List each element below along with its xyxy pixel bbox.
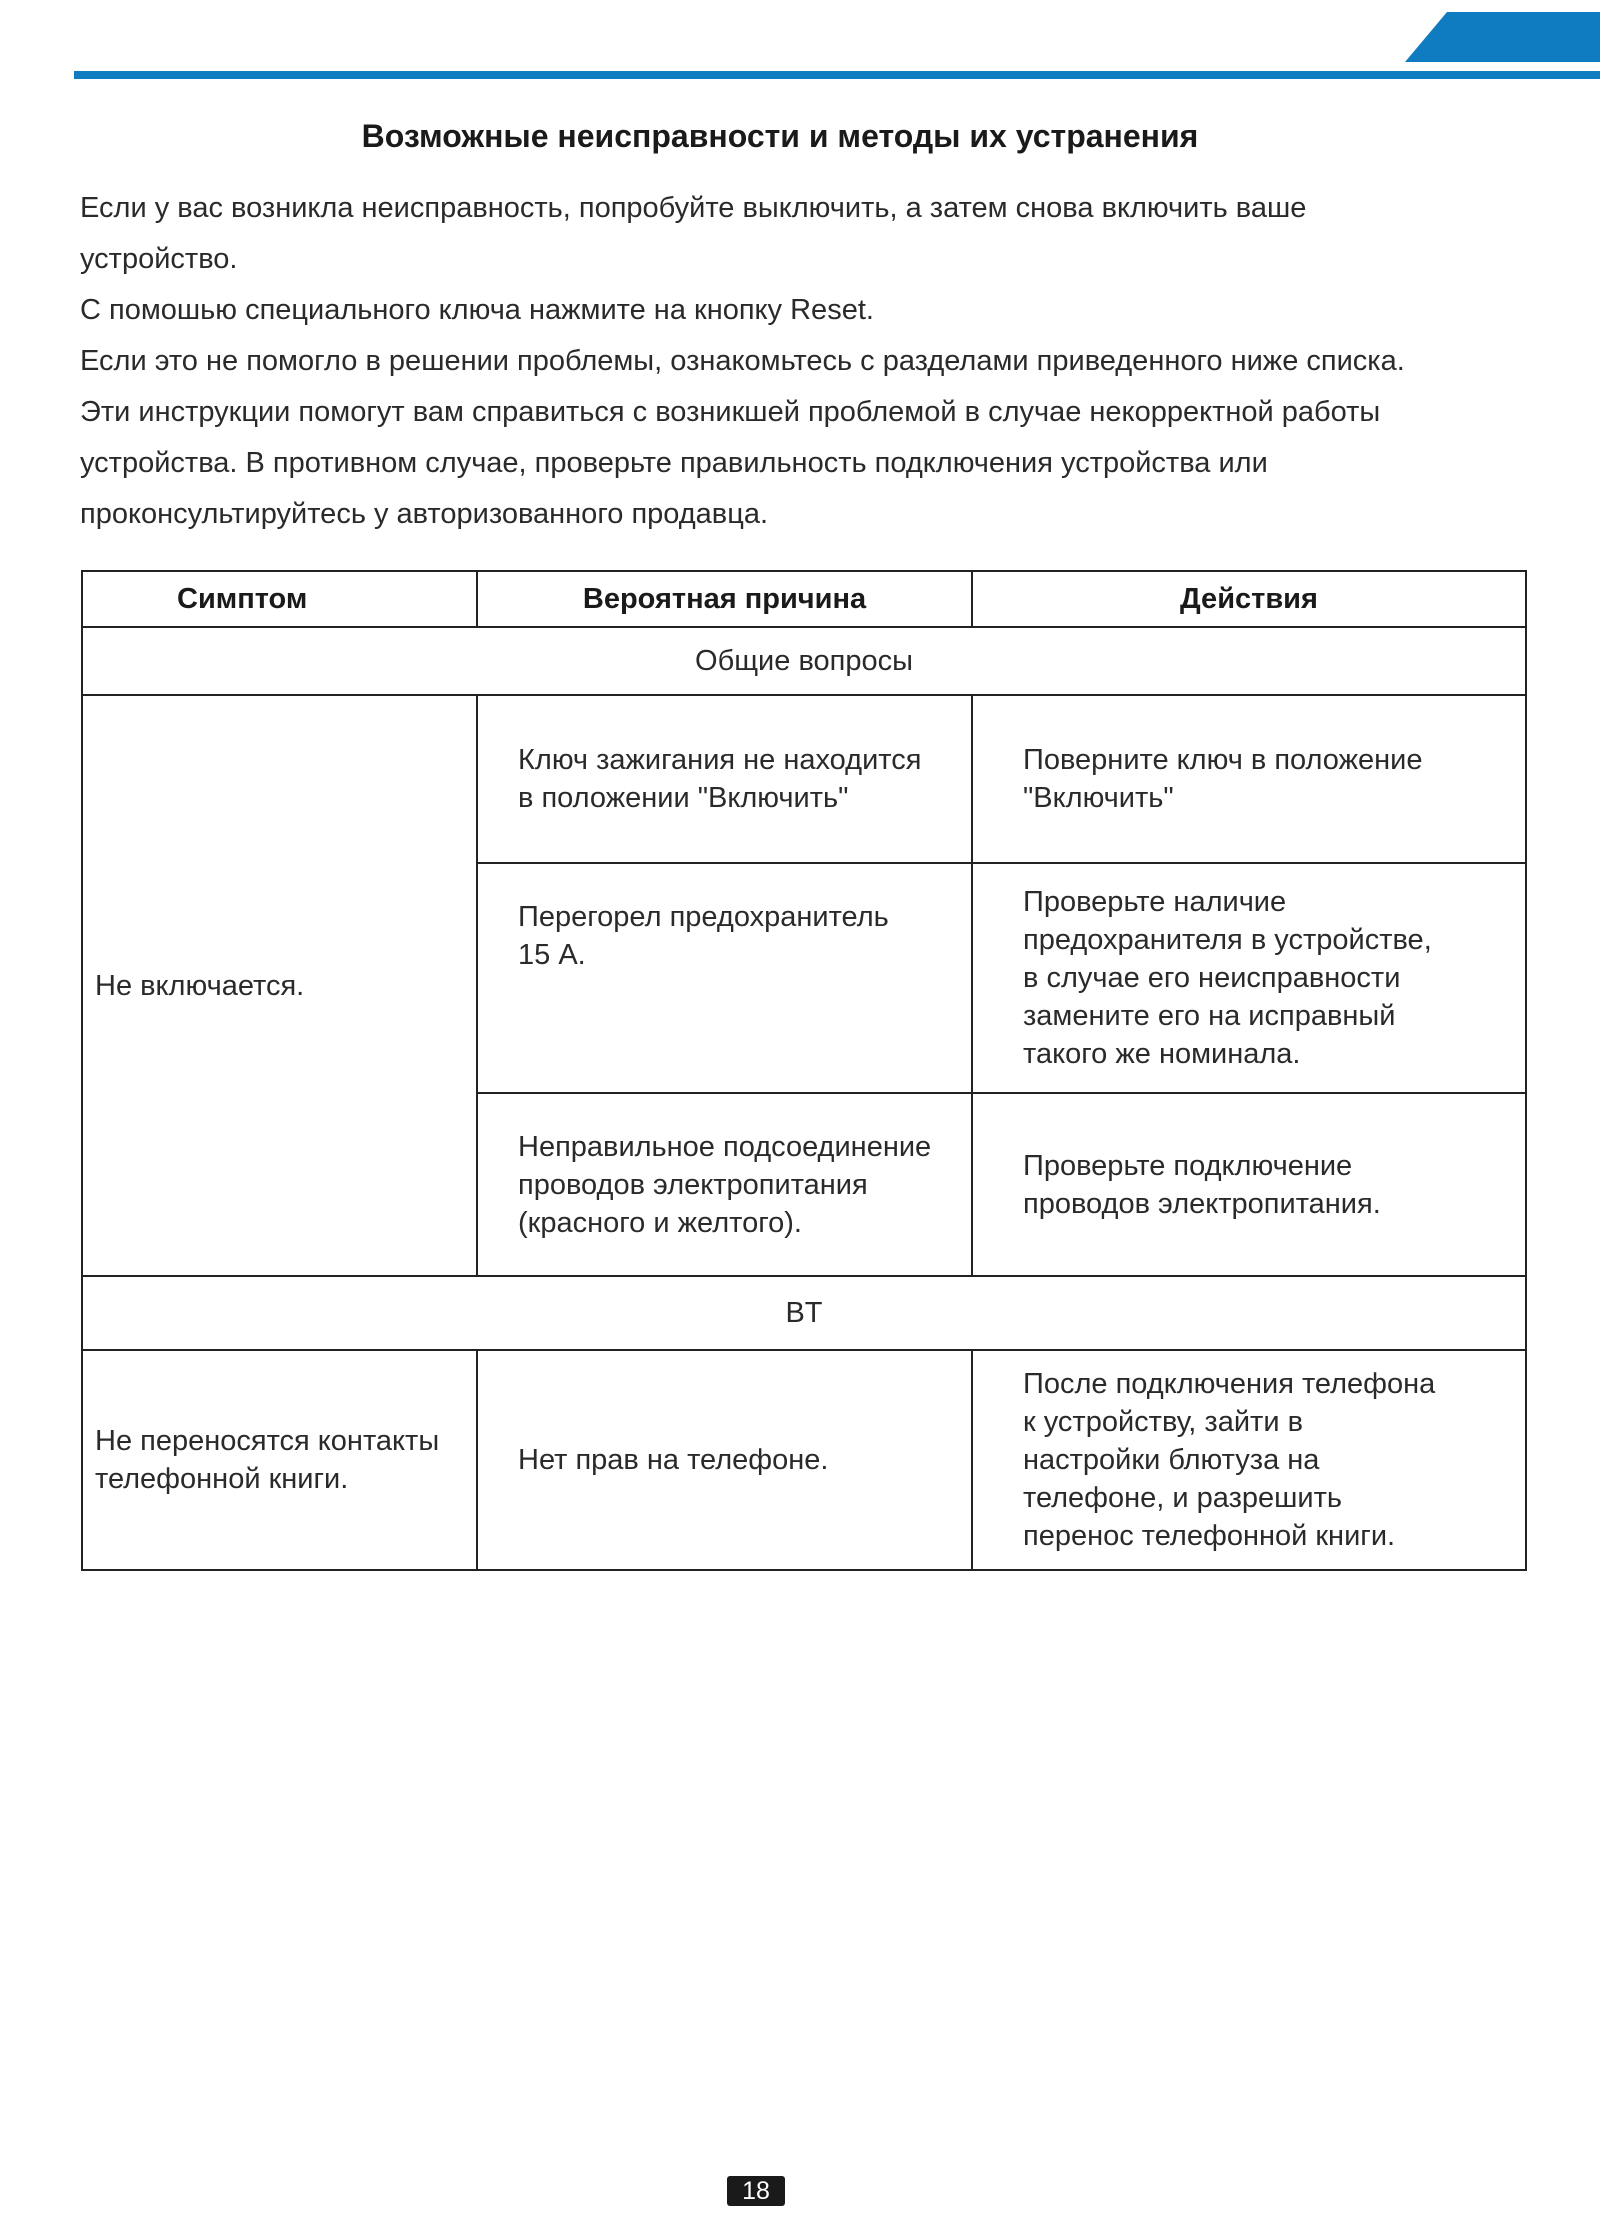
action-cell bbox=[972, 695, 1526, 863]
cause-cell bbox=[477, 863, 972, 1093]
action-line: проводов электропитания. bbox=[1023, 1187, 1381, 1220]
action-line: После подключения телефона bbox=[1023, 1368, 1436, 1400]
cause-line: проводов электропитания bbox=[518, 1168, 868, 1201]
action-line: в случае его неисправности bbox=[1023, 962, 1401, 994]
header-cause: Вероятная причина bbox=[477, 571, 972, 627]
cause-line: Неправильное подсоединение bbox=[518, 1130, 932, 1163]
cause-line: Перегорел предохранитель bbox=[518, 901, 889, 933]
header-symptom: Симптом bbox=[82, 571, 477, 627]
action-line: телефоне, и разрешить bbox=[1023, 1482, 1343, 1514]
action-line: замените его на исправный bbox=[1023, 1000, 1396, 1032]
intro-line: Если у вас возникла неисправность, попробуйте выключить, а затем снова включить ваше bbox=[80, 192, 1307, 224]
action-line: предохранителя в устройстве, bbox=[1023, 924, 1432, 956]
action-line: перенос телефонной книги. bbox=[1023, 1520, 1396, 1552]
section-title-general: Общие вопросы bbox=[82, 627, 1526, 695]
action-line: "Включить" bbox=[1023, 782, 1174, 814]
intro-line: устройство. bbox=[80, 243, 238, 275]
intro-line: Эти инструкции помогут вам справиться с возникшей проблемой в случае некорректной работы bbox=[80, 396, 1381, 428]
cause-cell bbox=[477, 1093, 972, 1276]
header-action: Действия bbox=[972, 571, 1526, 627]
action-cell bbox=[972, 1093, 1526, 1276]
section-row-bt bbox=[82, 1276, 1526, 1350]
action-line: Проверьте наличие bbox=[1023, 886, 1287, 918]
cause-line: Ключ зажигания не находится bbox=[518, 744, 922, 776]
page-number: 18 bbox=[727, 2176, 785, 2206]
section-row-general bbox=[82, 627, 1526, 695]
cause-line: Нет прав на телефоне. bbox=[518, 1444, 829, 1476]
symptom-line: телефонной книги. bbox=[95, 1463, 349, 1495]
action-line: к устройству, зайти в bbox=[1023, 1406, 1303, 1438]
symptom-line: Не переносятся контакты bbox=[95, 1425, 440, 1457]
table-row bbox=[82, 695, 1526, 863]
cause-cell bbox=[477, 1350, 972, 1570]
header-rule bbox=[74, 71, 1600, 79]
intro-line: устройства. В противном случае, проверьте правильность подключения устройства или bbox=[80, 447, 1268, 479]
troubleshooting-table bbox=[81, 570, 1527, 1571]
intro-text bbox=[80, 183, 1520, 540]
action-line: Проверьте подключение bbox=[1023, 1149, 1353, 1182]
table-row bbox=[82, 1350, 1526, 1570]
cause-line: в положении "Включить" bbox=[518, 782, 849, 814]
intro-line: проконсультируйтесь у авторизованного продавца. bbox=[80, 498, 769, 530]
intro-line: С помошью специального ключа нажмите на кнопку Reset. bbox=[80, 294, 874, 326]
cause-line: 15 А. bbox=[518, 939, 586, 971]
intro-line: Если это не помогло в решении проблемы, ознакомьтесь с разделами приведенного ниже списка. bbox=[80, 345, 1405, 377]
section-title-bt: BT bbox=[82, 1276, 1526, 1350]
action-cell bbox=[972, 863, 1526, 1093]
page-title: Возможные неисправности и методы их устранения bbox=[361, 118, 1199, 154]
cause-cell bbox=[477, 695, 972, 863]
action-line: Поверните ключ в положение bbox=[1023, 744, 1423, 776]
symptom-cell: Не включается. bbox=[82, 695, 477, 1276]
action-cell bbox=[972, 1350, 1526, 1570]
table-header-row bbox=[82, 571, 1526, 627]
action-line: настройки блютуза на bbox=[1023, 1444, 1320, 1476]
symptom-cell bbox=[82, 1350, 477, 1570]
action-line: такого же номинала. bbox=[1023, 1038, 1301, 1070]
cause-line: (красного и желтого). bbox=[518, 1206, 802, 1239]
header-accent-tab bbox=[1405, 12, 1600, 62]
